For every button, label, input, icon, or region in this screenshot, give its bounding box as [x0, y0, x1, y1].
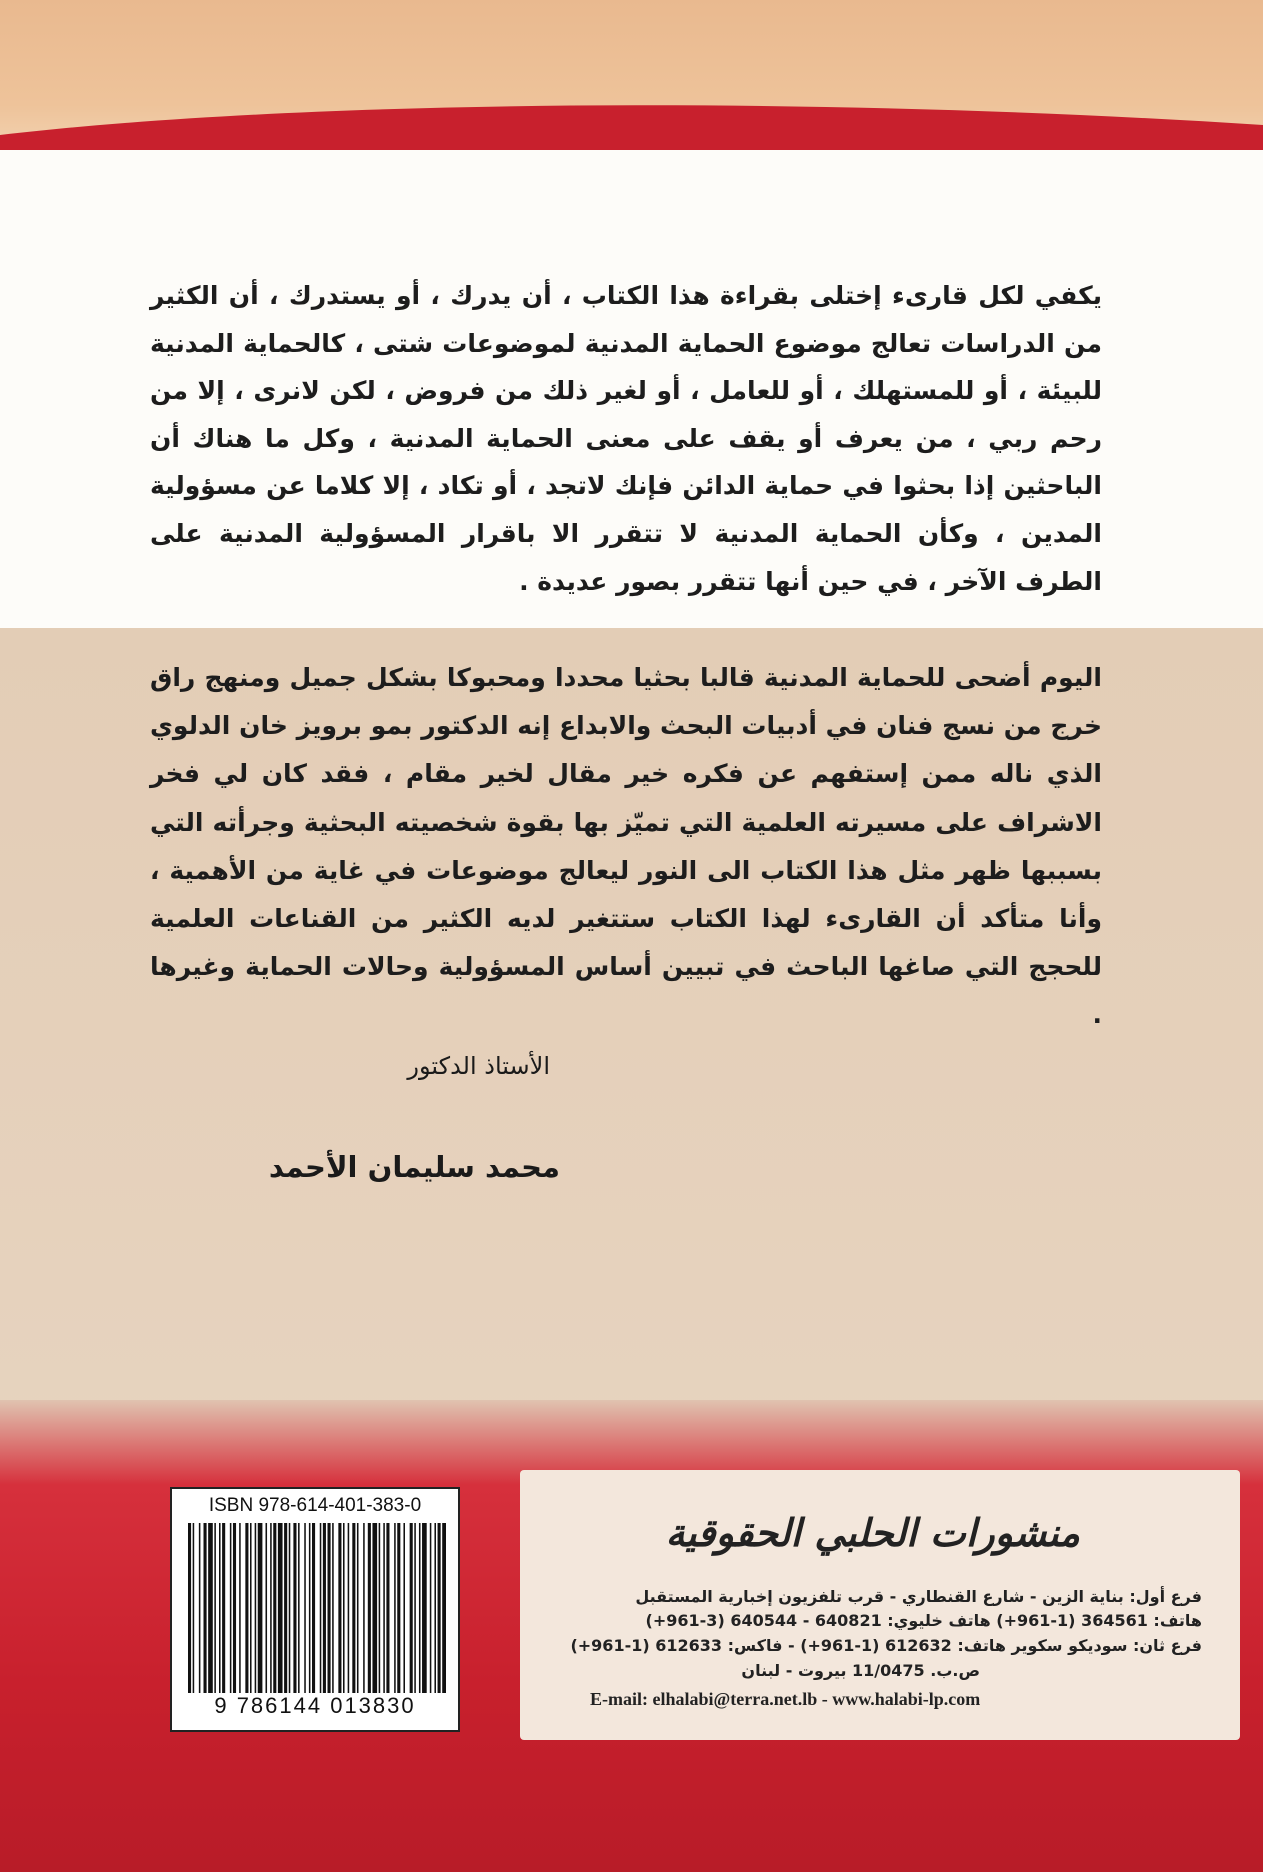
signature-title: الأستاذ الدكتور: [407, 1052, 550, 1080]
barcode-bar: [357, 1523, 359, 1693]
barcode-bar: [320, 1523, 322, 1693]
endorsement-paragraph: اليوم أضحى للحماية المدنية قالبا بحثيا محددا ومحبوكا بشكل جميل ومنهج راق خرج من نسج فنان في أدبيات البحث والابداع إنه الدكتور بمو برويز خان الدلوي الذي ناله ممن إستفهم عن فكره خير مقال لخير مقام ، فقد كان لي فخر الاشراف على مسيرته العلمية التي تميّز بها بقوة شخصيته البحثية وجرأته التي بسببها ظهر مثل هذا الكتاب الى النور ليعالج موضوعات في غاية من الأهمية ، وأنا متأكد أن القارىء لهذا الكتاب ستتغير لديه الكثير من القناعات العلمية للحجج التي صاغها الباحث في تبيين أساس المسؤولية وحالات الحماية وغيرها .: [150, 663, 1102, 1030]
barcode-bar: [394, 1523, 396, 1693]
barcode-bar: [323, 1523, 326, 1693]
barcode-bar: [442, 1523, 446, 1693]
intro-paragraph: يكفي لكل قارىء إختلى بقراءة هذا الكتاب ، أن يدرك ، أو يستدرك ، أن الكثير من الدراسات تعالج موضوع الحماية المدنية لموضوعات شتى ، كالحماية المدنية للبيئة ، أو للمستهلك ، أو للعامل ، أو لغير ذلك من فروض ، لكن لانرى ، إلا من رحم ربي ، من يعرف أو يقف على معنى الحماية المدنية ، وكل ما هناك أن الباحثين إذا بحثوا في حماية الدائن فإنك لاتجد ، أو تكاد ، إلا كلاما عن مسؤولية المدين ، وكأن الحماية المدنية لا تتقرر الا باقرار المسؤولية المدنية على الطرف الآخر ، في حين أنها تتقرر بصور عديدة .: [150, 281, 1102, 596]
barcode-bar: [188, 1523, 191, 1693]
barcode-bars: [186, 1523, 446, 1693]
barcode-bar: [414, 1523, 416, 1693]
barcode-bar: [338, 1523, 341, 1693]
barcode-bar: [328, 1523, 331, 1693]
barcode-bar: [204, 1523, 207, 1693]
barcode-bar: [304, 1523, 306, 1693]
barcode-bar: [383, 1523, 385, 1693]
barcode-bar: [309, 1523, 311, 1693]
barcode-bar: [312, 1523, 315, 1693]
barcode-box: [170, 1487, 460, 1732]
barcode-digits: 9 786144 013830: [176, 1693, 454, 1719]
barcode-bar: [348, 1523, 350, 1693]
barcode-bar: [245, 1523, 248, 1693]
barcode-bar: [230, 1523, 232, 1693]
barcode-bar: [273, 1523, 276, 1693]
barcode-bar: [293, 1523, 296, 1693]
barcode-bar: [199, 1523, 201, 1693]
barcode-bar: [250, 1523, 252, 1693]
publisher-info-box: [520, 1470, 1240, 1740]
barcode-bar: [208, 1523, 213, 1693]
barcode-bar: [430, 1523, 432, 1693]
barcode-bar: [193, 1523, 195, 1693]
barcode-bar: [372, 1523, 377, 1693]
barcode-bar: [343, 1523, 345, 1693]
barcode-bar: [222, 1523, 225, 1693]
barcode-bar: [270, 1523, 272, 1693]
publisher-logo: منشورات الحلبي الحقوقية: [665, 1510, 1080, 1555]
barcode-bar: [289, 1523, 291, 1693]
barcode-bar: [403, 1523, 405, 1693]
publisher-branch-2: فرع ثان: سوديكو سكوير هاتف: 612632 (1-961+) - فاكس: 612633 (1-961+): [570, 1636, 1202, 1655]
publisher-phone-1: هاتف: 364561 (1-961+) هاتف خليوي: 640821 - 640544 (3-961+): [645, 1611, 1202, 1630]
barcode-bar: [284, 1523, 287, 1693]
barcode-bar: [397, 1523, 400, 1693]
barcode-bar: [352, 1523, 355, 1693]
barcode-bar: [219, 1523, 221, 1693]
barcode-bar: [410, 1523, 413, 1693]
barcode-bar: [419, 1523, 421, 1693]
barcode-bar: [368, 1523, 371, 1693]
barcode-bar: [258, 1523, 263, 1693]
barcode-bar: [255, 1523, 257, 1693]
barcode-bar: [438, 1523, 441, 1693]
barcode-bar: [278, 1523, 283, 1693]
isbn-label: ISBN 978-614-401-383-0: [208, 1495, 422, 1516]
barcode-bar: [363, 1523, 365, 1693]
publisher-contact: E-mail: elhalabi@terra.net.lb - www.halabi-lp.com: [590, 1689, 981, 1709]
barcode-bar: [434, 1523, 436, 1693]
signature-name: محمد سليمان الأحمد: [268, 1150, 560, 1184]
barcode-bar: [233, 1523, 236, 1693]
barcode-bar: [239, 1523, 241, 1693]
barcode-bar: [266, 1523, 268, 1693]
barcode-bar: [422, 1523, 427, 1693]
barcode-bar: [332, 1523, 334, 1693]
barcode-bar: [214, 1523, 216, 1693]
publisher-branch-1: فرع أول: بناية الزين - شارع القنطاري - قرب تلفزيون إخبارية المستقبل: [635, 1587, 1202, 1606]
barcode-bar: [386, 1523, 389, 1693]
barcode-bar: [379, 1523, 381, 1693]
publisher-po-box: ص.ب. 11/0475 بيروت - لبنان: [741, 1661, 980, 1680]
barcode-bar: [298, 1523, 300, 1693]
